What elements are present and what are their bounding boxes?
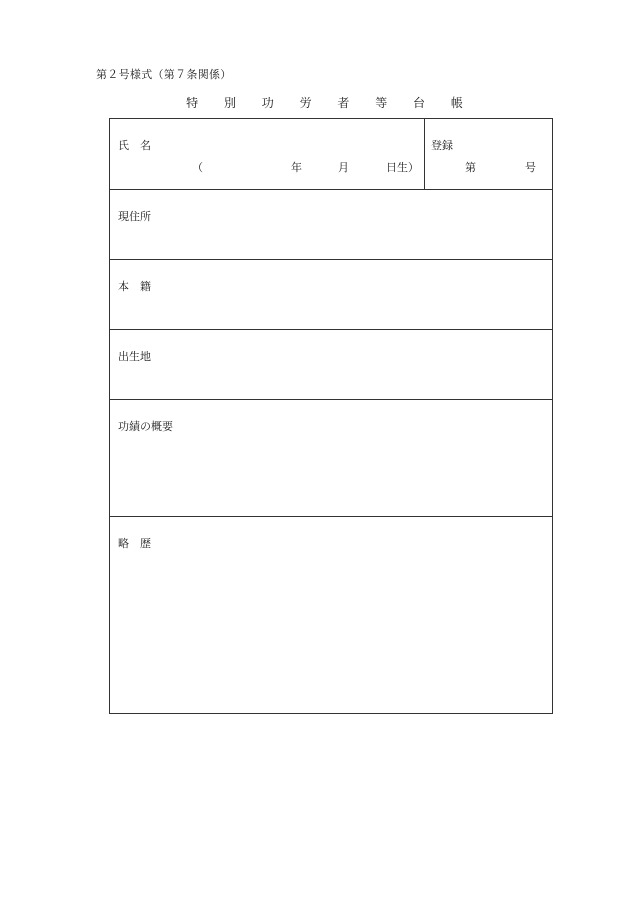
document-title: 特 別 功 労 者 等 台 帳 xyxy=(186,96,474,110)
history-row[interactable] xyxy=(110,516,552,713)
name-label: 氏 名 xyxy=(118,139,151,152)
address-row[interactable] xyxy=(110,189,552,259)
achievements-row[interactable] xyxy=(110,399,552,516)
address-label: 現住所 xyxy=(118,210,151,223)
birth-month-label: 月 xyxy=(338,161,349,174)
registration-cell[interactable] xyxy=(425,119,552,189)
registration-go-label: 号 xyxy=(525,161,536,174)
name-cell[interactable] xyxy=(110,119,425,189)
form-number: 第２号様式（第７条関係） xyxy=(96,68,232,81)
honseki-label: 本 籍 xyxy=(118,280,151,293)
birth-day-label: 日生） xyxy=(386,161,419,174)
registry-form-table xyxy=(109,118,553,714)
history-label: 略 歴 xyxy=(118,537,151,550)
name-row xyxy=(110,119,552,189)
birthplace-label: 出生地 xyxy=(118,350,151,363)
registration-dai-label: 第 xyxy=(465,161,476,174)
birthplace-row[interactable] xyxy=(110,329,552,399)
registration-label: 登録 xyxy=(431,139,453,152)
honseki-row[interactable] xyxy=(110,259,552,329)
birth-year-label: 年 xyxy=(291,161,302,174)
birth-open-paren: （ xyxy=(192,161,203,174)
achievements-label: 功績の概要 xyxy=(118,420,173,433)
